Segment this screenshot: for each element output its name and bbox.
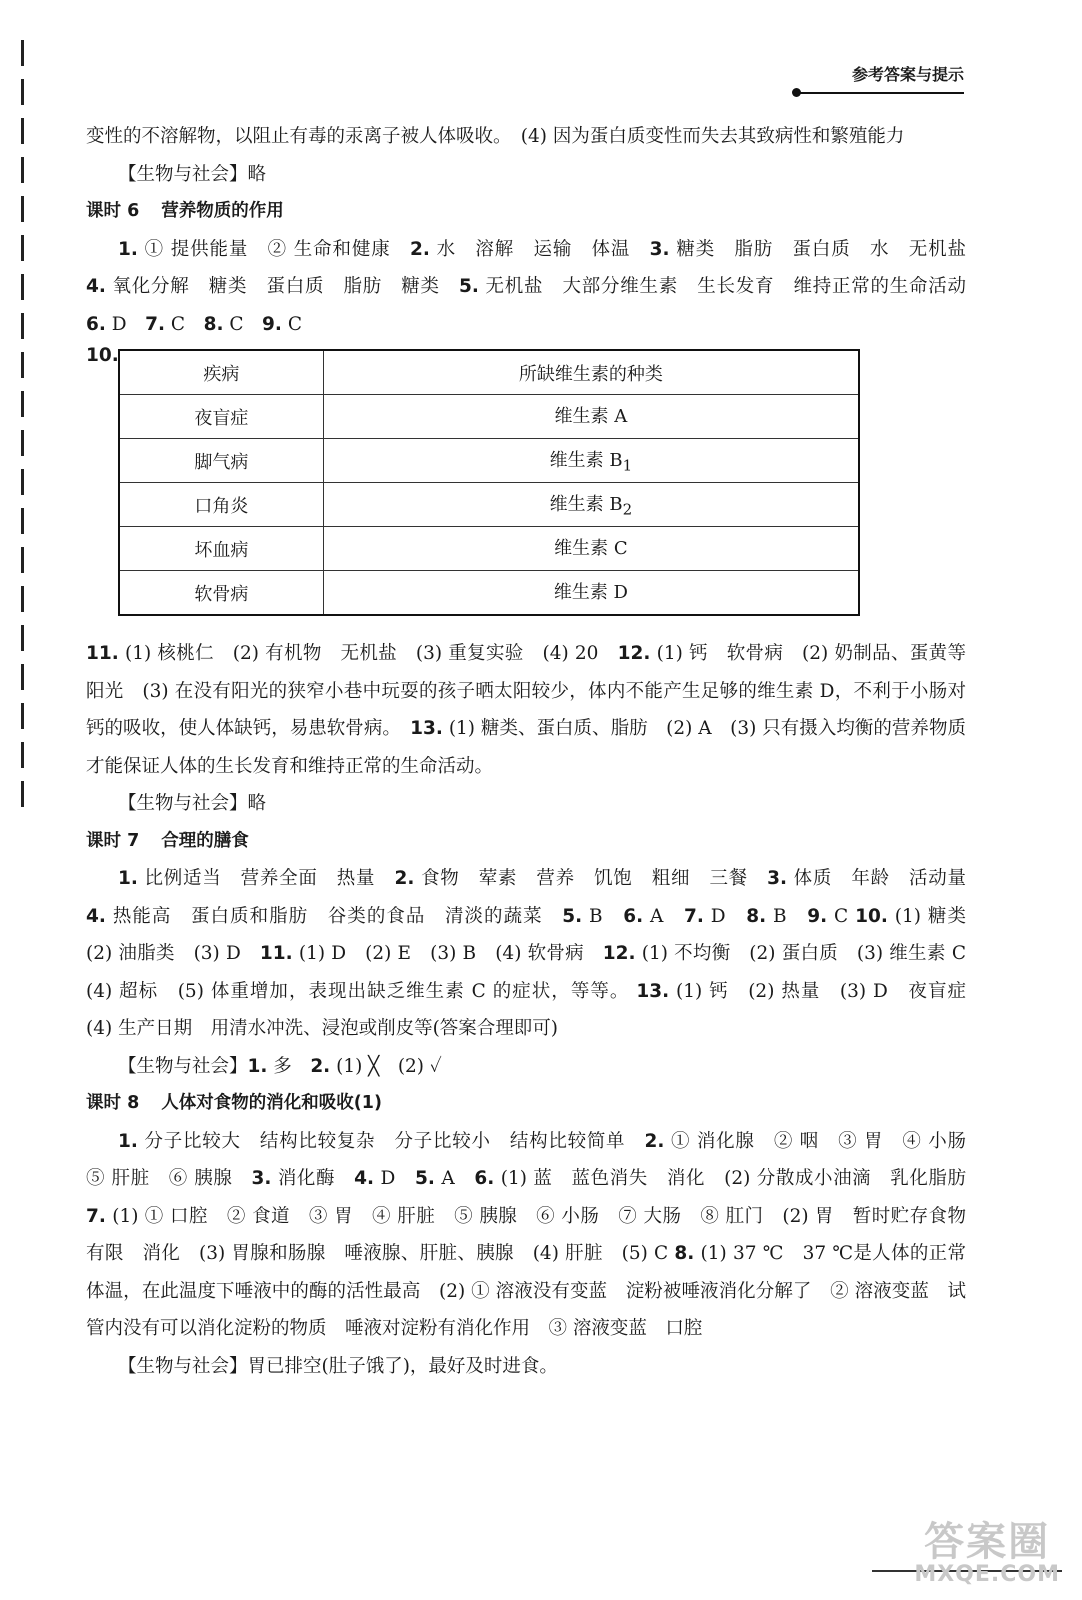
answer-text: C [223, 313, 263, 335]
q-number: 1. [118, 868, 138, 889]
answer-text: (1) 蓝 蓝色消失 消化 (2) 分散成小油滴 乳化脂肪 [494, 1168, 985, 1189]
q-number: 11. [86, 643, 119, 664]
vitamin-cell [323, 483, 859, 527]
answer-text: C [165, 313, 204, 335]
lesson-6-heading [86, 193, 966, 231]
page-header: 参考答案与提示 [851, 65, 964, 84]
q-number: 8. [203, 313, 224, 335]
lesson-title: 合理的膳食 [161, 830, 249, 851]
disease-cell: 脚气病 [119, 439, 323, 483]
answer-text: 比例适当 营养全面 热量 [137, 868, 395, 889]
q-number: 8. [746, 905, 767, 927]
table-row [119, 395, 859, 439]
answer-text: D [703, 905, 747, 927]
answer-text: C [827, 905, 849, 927]
q-number: 1. [118, 1130, 138, 1152]
q-number: 6. [86, 313, 106, 335]
column-header: 疾病 [119, 350, 323, 395]
watermark-title: 答案圈 [924, 1519, 1051, 1565]
society-note: 【生物与社会】略 [118, 793, 267, 814]
q-number: 11. [259, 943, 293, 964]
q-number: 9. [262, 313, 282, 335]
answer-text: (1) 37 ℃ 37 ℃是人体的正常体温，在此温度下唾液中的酶的活性最高 (2) ① 溶液没有变蓝 淀粉被唾液消化分解了 ② 溶液变蓝 试管内没有可以消化淀粉的物质 唾液对淀粉有消化作用 ③ 溶液变蓝 口腔 [86, 1243, 967, 1339]
q-number: 3. [649, 238, 670, 260]
lesson-number: 课时 6 [86, 201, 140, 221]
question-10-block [86, 345, 966, 627]
vitamin-cell [323, 439, 859, 483]
vitamin-subscript: 2 [622, 500, 633, 519]
q-number: 7. [683, 905, 704, 927]
answer-text: B [766, 905, 808, 927]
answer-text: D [374, 1168, 415, 1189]
lesson-title: 人体对食物的消化和吸收(1) [161, 1093, 382, 1113]
answer-text: 糖类 脂肪 蛋白质 水 无机盐 [669, 238, 985, 260]
answer-text: 体质 年龄 活动量 [787, 868, 985, 889]
vitamin-name: 维生素 D [553, 582, 628, 604]
lesson-number: 课时 7 [86, 830, 140, 851]
answer-text: 分子比较大 结构比较复杂 分子比较小 结构比较简单 [137, 1130, 645, 1152]
answer-text: 消化酶 [271, 1168, 355, 1189]
q-number: 2. [644, 1130, 665, 1152]
answer-text: (1) D (2) E (3) B (4) 软骨病 [292, 943, 603, 964]
society-note: 【生物与社会】胃已排空(肚子饿了)，最好及时进食。 [118, 1355, 558, 1377]
q-number: 5. [562, 905, 583, 927]
answer-text: (1) 钙 软骨病 (2) 奶制品、蛋黄等 阳光 (3) 在没有阳光的狭窄小巷中玩耍的孩子晒太阳较少，体内不能产生足够的维生素 D，不利于小肠对钙的吸收，使人体缺钙，易患软骨病。 [86, 643, 985, 739]
disease-cell: 软骨病 [119, 571, 323, 616]
vitamin-table [118, 349, 860, 616]
disease-cell: 夜盲症 [119, 395, 323, 439]
q-number: 12. [602, 943, 636, 964]
answer-text: 多 [267, 1055, 311, 1077]
society-label: 【生物与社会】 [118, 1055, 248, 1077]
continued-answer: 变性的不溶解物，以阻止有毒的汞离子被人体吸收。 (4) 因为蛋白质变性而失去其致病性和繁殖能力 [86, 126, 905, 147]
vitamin-subscript: 1 [622, 456, 633, 475]
answer-text: (1) 钙 (2) 热量 (3) D 夜盲症 (4) 生产日期 用清水冲洗、浸泡或削皮等(答案合理即可) [86, 980, 985, 1039]
answer-text: D [105, 313, 146, 335]
answer-text: (1) ╳ (2) ✓ [330, 1055, 442, 1077]
answer-text: (1) 核桃仁 (2) 有机物 无机盐 (3) 重复实验 (4) 20 [118, 643, 618, 664]
q-number: 3. [767, 868, 788, 889]
answer-text: A [643, 905, 684, 927]
disease-cell: 坏血病 [119, 527, 323, 571]
q-number: 8. [674, 1243, 695, 1264]
table-row [119, 439, 859, 483]
q-number: 9. [807, 905, 828, 927]
q-number: 7. [86, 1205, 106, 1227]
q-number: 5. [459, 276, 479, 297]
watermark-logo [914, 1519, 1060, 1587]
table-row [119, 527, 859, 571]
q-number: 4. [354, 1168, 375, 1189]
table-header-row [119, 350, 859, 395]
q-number: 6. [474, 1168, 495, 1189]
lesson-7-answers [86, 860, 985, 1048]
answer-text: B [582, 905, 624, 927]
answer-text: (1) 糖类 (2) 油脂类 (3) D [86, 905, 985, 964]
q-number: 12. [617, 643, 651, 664]
answer-text: ① 消化腺 ② 咽 ③ 胃 ④ 小肠 ⑤ 肝脏 ⑥ 胰腺 [86, 1130, 985, 1189]
answer-text: C [281, 313, 302, 335]
answer-text: 热能高 蛋白质和脂肪 谷类的食品 清淡的蔬菜 [105, 905, 563, 927]
table-row [119, 571, 859, 616]
lesson-8-heading [86, 1085, 966, 1123]
q-number: 2. [409, 238, 430, 260]
lesson-6-answers [86, 231, 985, 344]
answer-text: 水 溶解 运输 体温 [429, 238, 650, 260]
answer-text: (1) ① 口腔 ② 食道 ③ 胃 ④ 肝脏 ⑤ 胰腺 ⑥ 小肠 ⑦ 大肠 ⑧ 肛门 (2) 胃 暂时贮存食物 有限 消化 (3) 胃腺和肠腺 唾液腺、肝脏、胰腺 (4) 肝脏 (5) C [86, 1205, 985, 1264]
vitamin-cell [323, 571, 859, 616]
answer-text: (1) 糖类、蛋白质、脂肪 (2) A (3) 只有摄入均衡的营养物质才能保证人体的生长发育和维持正常的生命活动。 [86, 718, 966, 777]
vitamin-name: 维生素 A [554, 406, 628, 428]
q-number: 10. [855, 905, 888, 927]
q-number: 10. [86, 345, 119, 366]
lesson-6-answers-cont [86, 635, 985, 785]
lesson-title: 营养物质的作用 [161, 201, 284, 221]
answer-text: ① 提供能量 ② 生命和健康 [137, 238, 410, 260]
q-number: 13. [636, 980, 670, 1002]
header-rule [796, 92, 964, 94]
q-number: 13. [410, 718, 443, 739]
vitamin-cell [323, 527, 859, 571]
q-number: 5. [415, 1168, 435, 1189]
lesson-8-answers [86, 1123, 985, 1348]
binding-margin-marks [20, 40, 26, 830]
column-header: 所缺维生素的种类 [323, 350, 859, 395]
q-number: 6. [623, 905, 644, 927]
answer-text: 氧化分解 糖类 蛋白质 脂肪 糖类 [105, 276, 459, 297]
answer-text: 无机盐 大部分维生素 生长发育 维持正常的生命活动 [478, 276, 985, 297]
society-note: 【生物与社会】略 [118, 163, 267, 185]
vitamin-name: 维生素 B [549, 494, 623, 516]
lesson-7-heading [86, 823, 966, 861]
q-number: 1. [118, 238, 138, 260]
table-row [119, 483, 859, 527]
answer-text: A [434, 1168, 475, 1189]
q-number: 4. [86, 276, 106, 297]
disease-cell: 口角炎 [119, 483, 323, 527]
society-note [86, 1048, 966, 1086]
answer-content [86, 118, 985, 1385]
vitamin-name: 维生素 B [549, 450, 623, 472]
q-number: 1. [247, 1055, 268, 1077]
vitamin-name: 维生素 C [554, 538, 628, 560]
answer-text: 食物 荤素 营养 饥饱 粗细 三餐 [414, 868, 768, 889]
vitamin-cell [323, 395, 859, 439]
q-number: 2. [310, 1055, 331, 1077]
answer-text: (1) 不均衡 (2) 蛋白质 (3) 维生素 C (4) 超标 (5) 体重增加，表现出缺乏维生素 C 的症状，等等。 [86, 943, 985, 1002]
watermark-url: MXQE.COM [914, 1562, 1060, 1587]
q-number: 4. [86, 905, 106, 927]
q-number: 3. [251, 1168, 272, 1189]
q-number: 2. [394, 868, 415, 889]
q-number: 7. [145, 313, 166, 335]
lesson-number: 课时 8 [86, 1093, 140, 1113]
